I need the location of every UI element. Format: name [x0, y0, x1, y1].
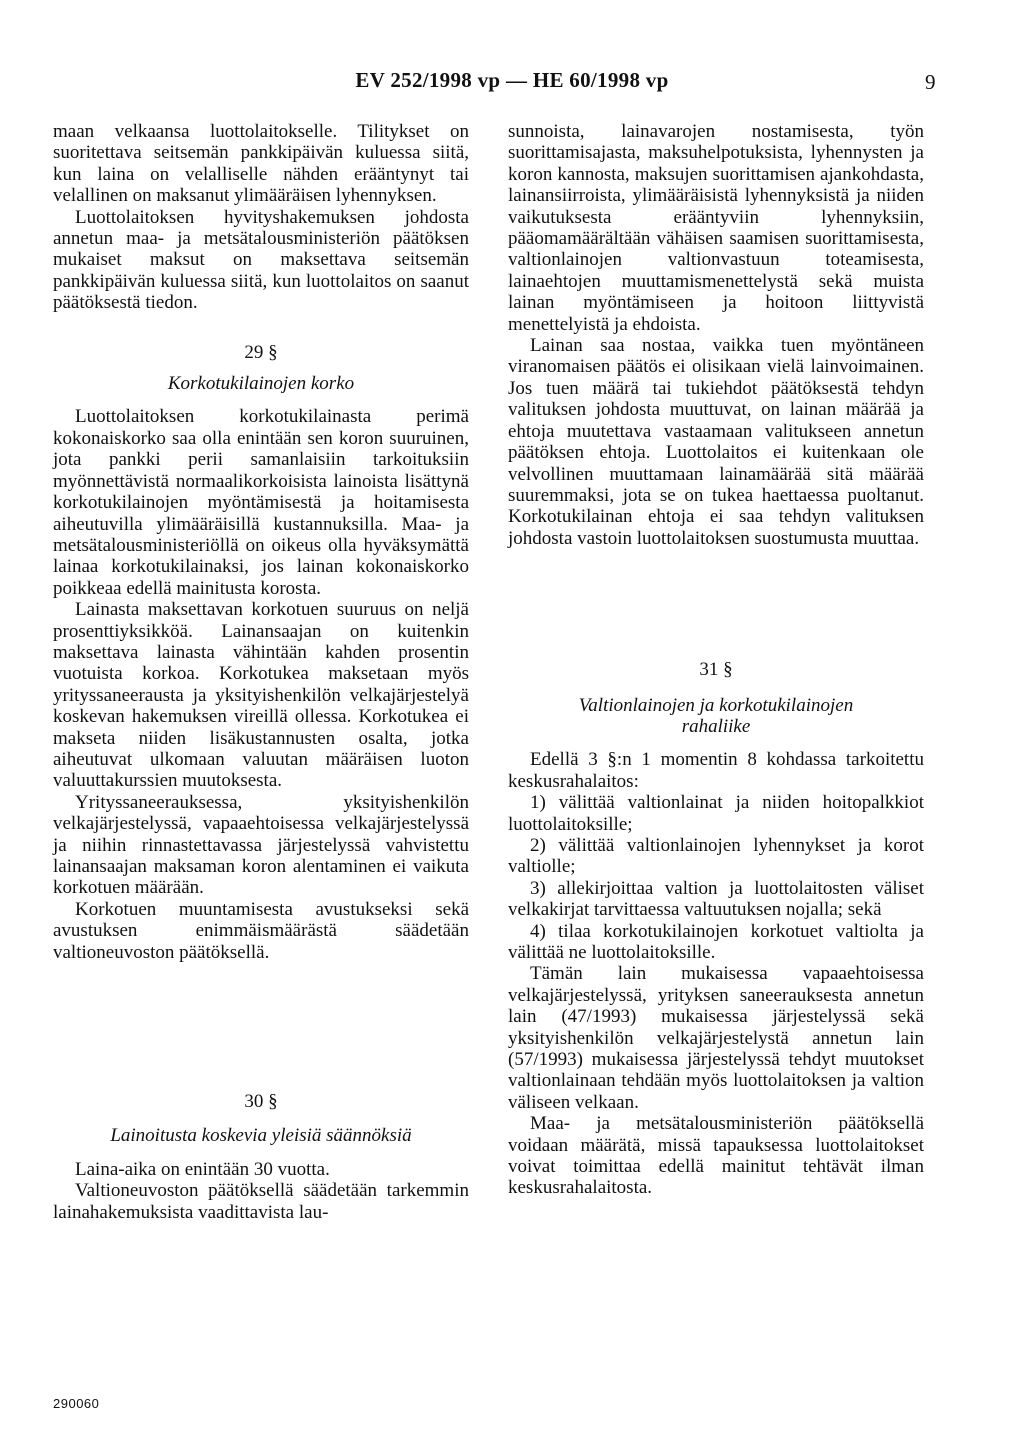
- paragraph: Valtioneuvoston päätöksellä säädetään tarkemmin lainahakemuksista vaadittavista lau-: [53, 1180, 469, 1223]
- paragraph: Luottolaitoksen korkotukilainasta perimä kokonaiskorko saa olla enintään sen koron suuruinen, jota pankki perii samanlaisiin tarkoituksiin myönnettävistä normaalikorkoisista lainoista lisättynä korkotukilainojen myöntämisestä ja hoitamisesta aiheutuvilla ylimääräisillä kustannuksilla. Maa- ja metsätalousministeriöllä on oikeus olla hyväksymättä lainaa korkotukilainaksi, jos lainan kokonaiskorko poikkeaa edellä mainitusta korosta.: [53, 406, 469, 599]
- list-item: 2) välittää valtionlainojen lyhennykset ja korot valtiolle;: [508, 834, 924, 878]
- section-title: Lainoitusta koskevia yleisiä säännöksiä: [110, 1125, 412, 1147]
- paragraph: maan velkaansa luottolaitokselle. Tilitykset on suoritettava seitsemän pankkipäivän kuluessa siitä, kun laina on velalliselle nähden erääntynyt tai velallinen on maksanut ylimääräisen lyhennyksen.: [53, 121, 469, 207]
- list-item: 3) allekirjoittaa valtion ja luottolaitosten väliset velkakirjat tarvittaessa valtuutuksen nojalla; sekä: [508, 877, 924, 921]
- section-number: 30 §: [244, 1091, 278, 1113]
- paragraph: Maa- ja metsätalousministeriön päätöksellä voidaan määrätä, missä tapauksessa luottolaitokset voivat toimittaa edellä mainitut tehtävät ilman keskusrahalaitosta.: [508, 1113, 924, 1199]
- section-number: 29 §: [244, 341, 278, 363]
- running-header: EV 252/1998 vp — HE 60/1998 vp: [355, 68, 669, 92]
- section-title: Valtionlainojen ja korkotukilainojen rahaliike: [578, 694, 854, 737]
- paragraph: Luottolaitoksen hyvityshakemuksen johdosta annetun maa- ja metsätalousministeriön päätöksen mukaiset maksut on maksettava seitsemän pankkipäivän kuluessa siitä, kun luottolaitos on saanut päätöksestä tiedon.: [53, 206, 469, 314]
- paragraph: Laina-aika on enintään 30 vuotta.: [75, 1158, 330, 1180]
- paragraph: Lainan saa nostaa, vaikka tuen myöntäneen viranomaisen päätös ei olisikaan vielä lainvoimainen. Jos tuen määrä tai tukiehdot päätöksestä tehdyn valituksen johdosta muuttuvat, on lainan määrää ja ehtoja muutettava vastaamaan valitukseen annetun päätöksen ehtoja. Luottolaitos ei kuitenkaan ole velvollinen muuttamaan lainamäärää sitä määrää suuremmaksi, jota se on tukea haettaessa puoltanut. Korkotukilainan ehtoja ei saa tehdyn valituksen johdosta vastoin luottolaitoksen suostumusta muuttaa.: [508, 335, 924, 549]
- paragraph: Edellä 3 §:n 1 momentin 8 kohdassa tarkoitettu keskusrahalaitos:: [508, 749, 924, 792]
- right-column: [508, 121, 924, 1199]
- section-number: 31 §: [699, 659, 733, 681]
- list-item: 4) tilaa korkotukilainojen korkotuet valtiolta ja välittää ne luottolaitoksille.: [508, 920, 924, 963]
- paragraph: Yrityssaneerauksessa, yksityishenkilön velkajärjestelyssä, vapaaehtoisessa velkajärjestelyssä ja niihin rinnastettavassa järjestelyssä vahvistettu lainansaajan maksaman koron alentaminen ei vaikuta korkotuen määrään.: [53, 791, 469, 899]
- section-title: Korkotukilainojen korko: [167, 373, 355, 395]
- paragraph: sunnoista, lainavarojen nostamisesta, työn suorittamisajasta, maksuhelpotuksista, lyhennysten ja koron kannosta, maksujen suorittamisen ajankohdasta, lainansiirroista, ylimääräisistä lyhennyksistä ja niiden vaikutuksesta erääntyviin lyhennyksiin, pääomamäärältään vähäisen saamisen suorittamisesta, valtionlainojen valtionvastuun toteamisesta, lainaehtojen muuttamismenettelystä sekä muista lainan myöntämiseen ja hoitoon liittyvistä menettelyistä ja ehdoista.: [508, 121, 924, 335]
- page-number: 9: [925, 70, 936, 94]
- paragraph: Tämän lain mukaisessa vapaaehtoisessa velkajärjestelyssä, yrityksen saneerauksesta annetun lain (47/1993) mukaisessa järjestelyssä sekä yksityishenkilön velkajärjestelystä annetun lain (57/1993) mukaisessa järjestelyssä tehdyt muutokset valtionlainaan tehdään myös luottolaitoksen ja valtion väliseen velkaan.: [508, 963, 924, 1113]
- print-code: 290060: [53, 1396, 100, 1411]
- paragraph: Korkotuen muuntamisesta avustukseksi sekä avustuksen enimmäismäärästä säädetään valtioneuvoston päätöksellä.: [53, 898, 469, 963]
- list-item: 1) välittää valtionlainat ja niiden hoitopalkkiot luottolaitoksille;: [508, 792, 924, 835]
- paragraph: Lainasta maksettavan korkotuen suuruus on neljä prosenttiyksikköä. Lainansaajan on kuitenkin maksettava lainasta vähintään kahden prosentin vuotuista korkoa. Korkotukea maksetaan myös yrityssaneerausta ja yksityishenkilön velkajärjestelyä koskevan hakemuksen vireillä ollessa. Korkotukea ei makseta niiden lisäkustannusten osalta, jotka aiheutuvat ulkomaan valuutan määräisen luoton valuuttakurssien muutoksesta.: [53, 599, 469, 792]
- left-column: [53, 121, 469, 1223]
